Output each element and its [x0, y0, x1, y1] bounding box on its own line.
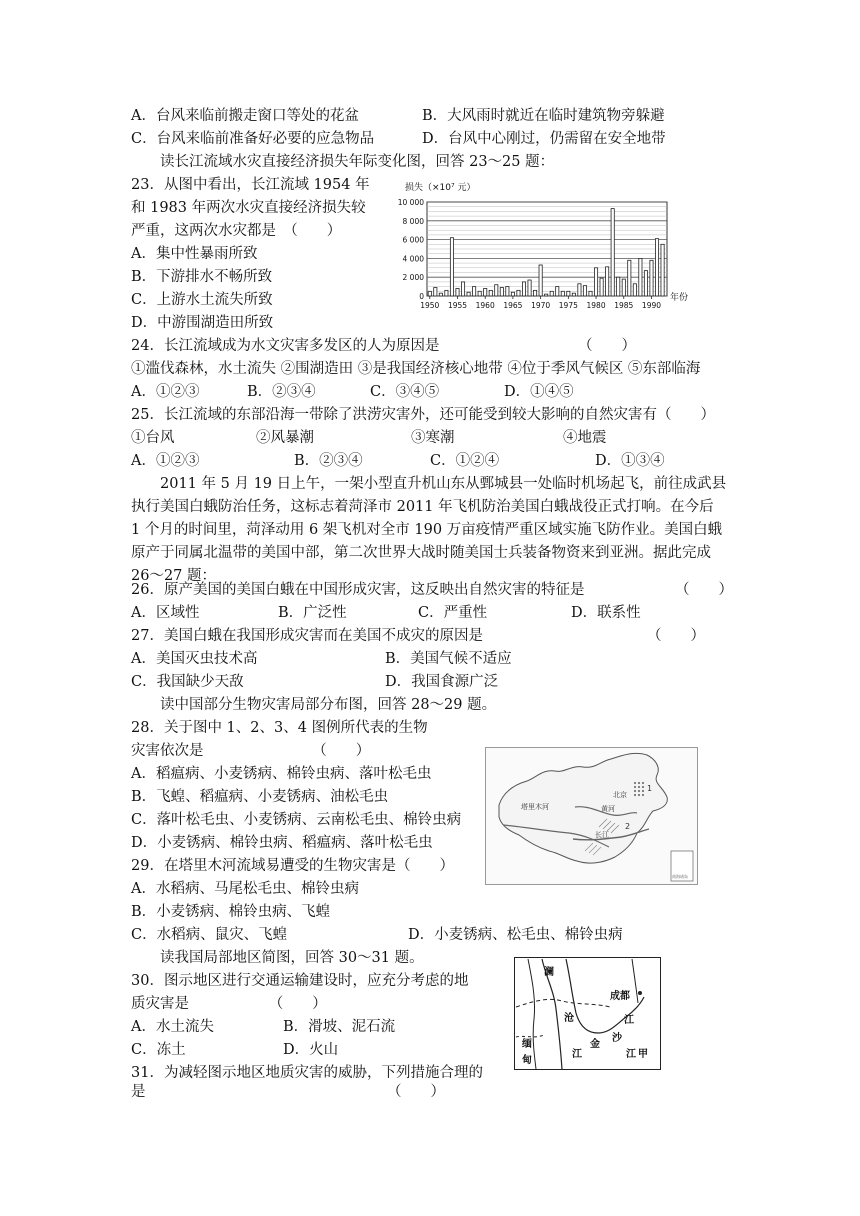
chart-bar [606, 267, 609, 296]
map2-label-sha: 沙 [612, 1033, 622, 1044]
q25-choice-3: ③寒潮 [411, 430, 455, 446]
chart-bar [567, 291, 570, 296]
q26-option-a: A．区域性 [131, 605, 200, 621]
q23-option-c: C．上游水土流失所致 [131, 292, 273, 308]
chart-xtick-label: 1985 [614, 301, 634, 310]
chart-bar [628, 260, 631, 296]
chart-bar [489, 290, 492, 296]
chart-xtick-label: 1980 [586, 301, 606, 310]
map1-label-huanghe: 黄河 [601, 805, 615, 813]
chart-ytick-label: 4 000 [402, 254, 424, 264]
q25-option-a: A．①②③ [131, 453, 200, 469]
china-bio-disaster-map [485, 747, 698, 885]
q28-option-c: C．落叶松毛虫、小麦锈病、云南松毛虫、棉铃虫病 [131, 812, 462, 828]
q24-choices: ①滥伐森林，水土流失 ②围湖造田 ③是我国经济核心地带 ④位于季风气候区 ⑤东部临海 [131, 361, 701, 377]
chart-bar [589, 291, 592, 296]
map2-label-jin: 金 [590, 1039, 600, 1050]
chart-bar [434, 288, 437, 296]
q22-option-c: C．台风来临前准备好必要的应急物品 [131, 131, 375, 147]
passage-line-1: 2011 年 5 月 19 日上午，一架小型直升机山东从鄄城县一处临时机场起飞，前往成武县 [160, 476, 727, 492]
q27-option-a: A．美国灭虫技术高 [131, 651, 258, 667]
q29-option-c: C．水稻病、鼠灾、飞蝗 [131, 927, 288, 943]
chart-bar [511, 292, 514, 296]
q26-stem: 26．原产美国的美国白蛾在中国形成灾害，这反映出自然灾害的特征是 [131, 582, 585, 598]
q25-choice-4: ④地震 [563, 430, 607, 446]
q29-option-b: B．小麦锈病、棉铃虫病、飞蝗 [131, 904, 331, 920]
q31-paren: （ ） [387, 1084, 445, 1100]
map2-label-cang: 沧 [564, 1013, 574, 1024]
chart-bar [495, 285, 498, 296]
chart-bar [522, 282, 525, 296]
q30-option-c: C．冻土 [131, 1042, 186, 1058]
map2-label-mian: 缅 [522, 1039, 532, 1050]
q24-paren: （ ） [578, 338, 636, 354]
chart-bar [561, 291, 564, 296]
map1-label-2: 2 [625, 822, 631, 831]
q27-stem: 27．美国白蛾在我国形成灾害而在美国不成灾的原因是 [131, 628, 483, 644]
intro-30-31: 读我国局部地区简图，回答 30～31 题。 [160, 950, 424, 966]
q31-stem-2: 是 [131, 1084, 146, 1100]
chart-bar [539, 265, 542, 296]
chart-ytick-label: 6 000 [402, 235, 424, 245]
q27-paren: （ ） [647, 628, 705, 644]
chart-bar [528, 280, 531, 296]
q30-stem-1: 30．图示地区进行交通运输建设时，应充分考虑的地 [131, 973, 469, 989]
chart-bar [506, 287, 509, 296]
map2-label-jiang1: 江 [572, 1049, 582, 1060]
q24-option-b: B．②③④ [247, 384, 316, 400]
chart-ytick-label: 2 000 [402, 273, 424, 283]
q22-option-a: A．台风来临前搬走窗口等处的花盆 [131, 108, 359, 124]
map1-label-1: 1 [647, 784, 653, 793]
chart-bar [644, 271, 647, 296]
map1-inset-note: 南海诸岛 [672, 874, 688, 879]
q31-stem-1: 31．为减轻图示地区地质灾害的威胁，下列措施合理的 [131, 1065, 483, 1081]
map1-label-changjiang: 长江 [595, 831, 609, 839]
chart-bar [639, 258, 642, 296]
chart-bar [594, 268, 597, 296]
q25-choice-2: ②风暴潮 [256, 430, 314, 446]
q22-option-b: B．大风雨时就近在临时建筑物旁躲避 [422, 108, 665, 124]
chart-xtick-label: 1960 [475, 301, 495, 310]
chart-ytick-label: 8 000 [402, 216, 424, 226]
chart-bar [617, 277, 620, 296]
q26-paren: （ ） [675, 582, 733, 598]
q30-option-a: A．水土流失 [131, 1019, 214, 1035]
q28-option-d: D．小麦锈病、棉铃虫病、稻瘟病、落叶松毛虫 [131, 835, 433, 851]
chart-ylabel: 损失（×10⁷ 元） [405, 183, 476, 193]
map1-label-beijing: 北京 [613, 791, 627, 799]
q23-stem-2: 和 1983 年两次水灾直接经济损失较 [131, 200, 366, 216]
chart-bar [556, 287, 559, 296]
q24-option-c: C．③④⑤ [370, 384, 440, 400]
chart-xtick-label: 1965 [503, 301, 523, 310]
q25-option-d: D．①③④ [595, 453, 665, 469]
chart-xtick-label: 1975 [558, 301, 578, 310]
sw-china-local-map [514, 957, 661, 1070]
q28-option-b: B．飞蝗、稻瘟病、小麦锈病、油松毛虫 [131, 789, 389, 805]
q26-option-c: C．严重性 [418, 605, 488, 621]
loss-bar-chart [385, 178, 705, 318]
chart-bar [600, 278, 603, 296]
passage-line-3: 1 个月的时间里，菏泽动用 6 架飞机对全市 190 万亩疫情严重区域实施飞防作业。美国白蛾 [131, 522, 723, 538]
q23-option-d: D．中游围湖造田所致 [131, 315, 274, 331]
q24-stem: 24．长江流域成为水文灾害多发区的人为原因是 [131, 338, 440, 354]
q29-stem: 29．在塔里木河流域易遭受的生物灾害是（ ） [131, 858, 454, 874]
passage-line-2: 执行美国白蛾防治任务，这标志着菏泽市 2011 年飞机防治美国白蛾战役正式打响。在今后 [131, 499, 714, 515]
chart-bar [578, 284, 581, 296]
q27-option-b: B．美国气候不适应 [385, 651, 512, 667]
intro-28-29: 读中国部分生物灾害局部分布图，回答 28～29 题。 [160, 697, 497, 713]
chart-xtick-label: 1970 [531, 301, 551, 310]
q26-option-b: B．广泛性 [278, 605, 347, 621]
chart-bar [439, 293, 442, 296]
chart-bar [545, 294, 548, 296]
q29-option-a: A．水稻病、马尾松毛虫、棉铃虫病 [131, 881, 359, 897]
q30-option-d: D．火山 [283, 1042, 339, 1058]
chart-xtick-label: 1990 [641, 301, 662, 310]
q26-option-d: D．联系性 [571, 605, 641, 621]
q28-option-a: A．稻瘟病、小麦锈病、棉铃虫病、落叶松毛虫 [131, 766, 432, 782]
q24-option-a: A．①②③ [131, 384, 200, 400]
chart-bar [445, 290, 448, 296]
chart-ytick-label: 0 [419, 292, 424, 301]
q23-option-b: B．下游排水不畅所致 [131, 269, 273, 285]
q23-stem-3: 严重，这两次水灾都是 （ ） [131, 223, 342, 239]
q22-option-d: D．台风中心刚过，仍需留在安全地带 [422, 131, 666, 147]
q28-stem-2: 灾害依次是 （ ） [131, 743, 371, 759]
chart-bar [583, 286, 586, 296]
passage-line-4: 原产于同属北温带的美国中部，第二次世界大战时随美国士兵装备物资来到亚洲。据此完成 [131, 545, 711, 561]
chart-xtick-label: 1950 [420, 301, 440, 310]
q24-option-d: D．①④⑤ [504, 384, 574, 400]
q30-option-b: B．滑坡、泥石流 [283, 1019, 396, 1035]
map2-label-chengdu: 成都 [610, 991, 630, 1002]
q25-choice-1: ①台风 [131, 430, 175, 446]
chart-bar [478, 291, 481, 296]
chart-bar [456, 288, 459, 296]
map1-label-tarim: 塔里木河 [521, 803, 549, 811]
chart-bar [428, 291, 431, 296]
chart-bar [533, 290, 536, 296]
q25-option-c: C．①②④ [430, 453, 500, 469]
chart-bar [467, 292, 470, 296]
chart-ytick-label: 10 000 [397, 198, 424, 207]
passage-line-5: 26～27 题： [131, 568, 217, 584]
q23-option-a: A．集中性暴雨所致 [131, 246, 258, 262]
q29-option-d: D．小麦锈病、松毛虫、棉铃虫病 [408, 927, 623, 943]
intro-23-25: 读长江流域水灾直接经济损失年际变化图，回答 23～25 题： [160, 154, 555, 170]
chengdu-dot [638, 991, 642, 995]
q28-stem-1: 28．关于图中 1、2、3、4 图例所代表的生物 [131, 720, 428, 736]
chart-bar [473, 287, 476, 296]
chart-bar [484, 288, 487, 296]
chart-bar [572, 293, 575, 296]
q27-option-d: D．我国食源广泛 [385, 674, 499, 690]
chart-bar [650, 260, 653, 296]
chart-xtick-label: 1955 [447, 301, 468, 310]
chart-xlabel: 年份 [670, 293, 689, 303]
chart-bar [461, 282, 464, 296]
chart-bar [661, 244, 664, 296]
chart-bar [450, 238, 453, 296]
chart-bar [550, 291, 553, 296]
map2-label-jiang3: 江 [626, 1049, 636, 1060]
q25-option-b: B．②③④ [294, 453, 363, 469]
chart-bar [611, 209, 614, 296]
chart-bar [633, 284, 636, 296]
chart-bar [622, 279, 625, 296]
chart-bar [655, 239, 658, 296]
map2-label-jiang2: 江 [624, 1015, 634, 1026]
map2-label-jia: 甲 [638, 1049, 648, 1060]
q30-stem-2: 质灾害是 （ ） [131, 996, 327, 1012]
map2-label-dian: 甸 [522, 1055, 532, 1066]
map2-label-lan: 澜 [544, 967, 554, 978]
chart-bar [517, 290, 520, 296]
q25-stem: 25．长江流域的东部沿海一带除了洪涝灾害外，还可能受到较大影响的自然灾害有（ ） [131, 407, 715, 423]
chart-bar [500, 288, 503, 296]
q23-stem-1: 23．从图中看出，长江流域 1954 年 [131, 177, 370, 193]
q27-option-c: C．我国缺少天敌 [131, 674, 244, 690]
